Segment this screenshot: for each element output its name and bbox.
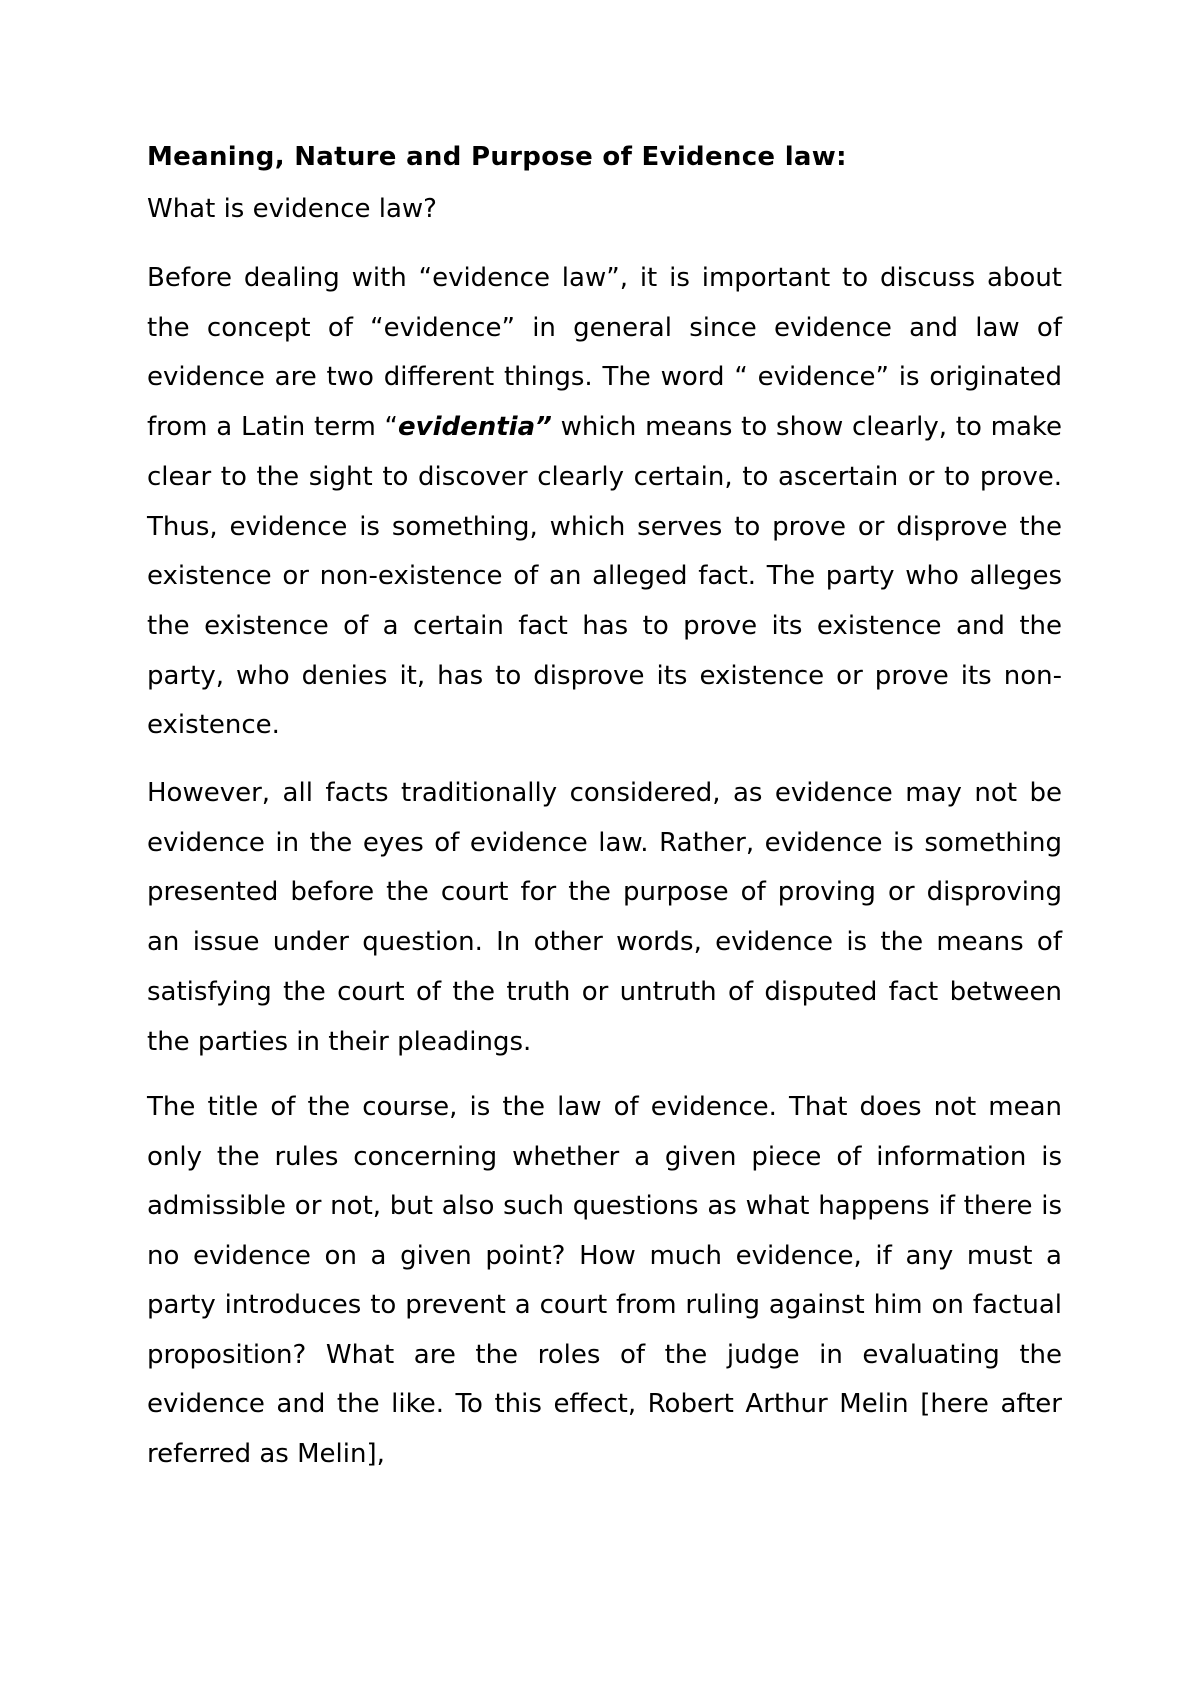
paragraph-1-text-before: Before dealing with “evidence law”, it is important to discuss about the concept of “evidence” in general since evidence and law of evidence are two different things. The word “ evidence” is originated from a Latin term “ <box>147 263 1062 443</box>
latin-term: evidentia” <box>398 412 552 443</box>
paragraph-2: However, all facts traditionally considered, as evidence may not be evidence in the eyes of evidence law. Rather, evidence is something presented before the court for the purpose of proving or disproving an issue under question. In other words, evidence is the means of satisfying the court of the truth or untruth of disputed fact between the parties in their pleadings. <box>147 778 1062 1057</box>
document-page <box>147 140 1062 1501</box>
section-question: What is evidence law? <box>147 194 437 224</box>
paragraph-3: The title of the course, is the law of evidence. That does not mean only the rules concerning whether a given piece of information is admissible or not, but also such questions as what happens if there is no evidence on a given point? How much evidence, if any must a party introduces to prevent a court from ruling against him on factual proposition? What are the roles of the judge in evaluating the evidence and the like. To this effect, Robert Arthur Melin [here after referred as Melin], <box>147 1092 1062 1469</box>
document-heading: Meaning, Nature and Purpose of Evidence law: <box>147 142 847 172</box>
paragraph-1 <box>147 254 1062 751</box>
paragraph-1-text-after: which means to show clearly, to make clear to the sight to discover clearly certain, to ascertain or to prove. Thus, evidence is something, which serves to prove or disprove the existence or non-existence of an alleged fact. The party who alleges the existence of a certain fact has to prove its existence and the party, who denies it, has to disprove its existence or prove its non-existence. <box>147 412 1063 741</box>
